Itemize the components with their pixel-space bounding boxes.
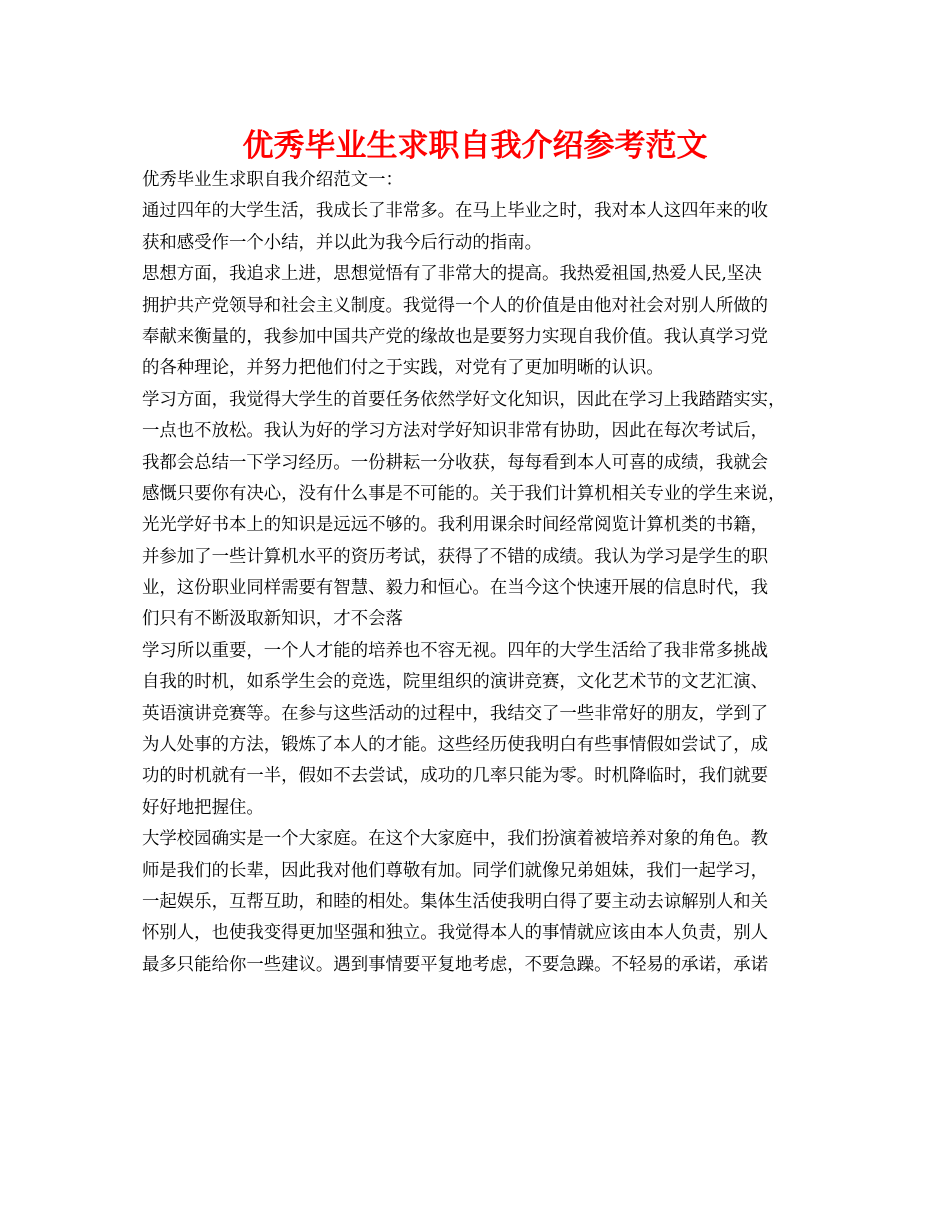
text-line: 获和感受作一个小结，并以此为我今后行动的指南。 xyxy=(142,232,542,253)
text-line: 学习方面，我觉得大学生的首要任务依然学好文化知识，因此在学习上我踏踏实实， xyxy=(142,389,786,410)
text-line: 奉献来衡量的，我参加中国共产党的缘故也是要努力实现自我价值。我认真学习党 xyxy=(142,326,769,347)
text-line: 思想方面，我追求上进，思想觉悟有了非常大的提高。我热爱祖国,热爱人民,坚决 xyxy=(142,264,762,285)
text-line: 自我的时机，如系学生会的竞选，院里组织的演讲竞赛，文化艺术节的文艺汇演、 xyxy=(142,672,769,693)
text-line: 功的时机就有一半，假如不去尝试，成功的几率只能为零。时机降临时，我们就要 xyxy=(142,766,769,787)
text-line: 英语演讲竞赛等。在参与这些活动的过程中，我结交了一些非常好的朋友，学到了 xyxy=(142,703,769,724)
text-line: 优秀毕业生求职自我介绍范文一： xyxy=(142,170,403,190)
text-line: 我都会总结一下学习经历。一份耕耘一分收获，每每看到本人可喜的成绩，我就会 xyxy=(142,452,769,473)
text-line: 为人处事的方法，锻炼了本人的才能。这些经历使我明白有些事情假如尝试了，成 xyxy=(142,735,769,756)
document-title: 优秀毕业生求职自我介绍参考范文 xyxy=(242,128,708,164)
text-line: 业，这份职业同样需要有智慧、毅力和恒心。在当今这个快速开展的信息时代，我 xyxy=(142,578,769,599)
text-line: 师是我们的长辈，因此我对他们尊敬有加。同学们就像兄弟姐妹，我们一起学习， xyxy=(142,860,769,881)
text-line: 大学校园确实是一个大家庭。在这个大家庭中，我们扮演着被培养对象的角色。教 xyxy=(142,829,769,850)
text-line: 一起娱乐，互帮互助，和睦的相处。集体生活使我明白得了要主动去谅解别人和关 xyxy=(142,891,769,912)
text-line: 并参加了一些计算机水平的资历考试，获得了不错的成绩。我认为学习是学生的职 xyxy=(142,546,769,567)
text-line: 们只有不断汲取新知识，才不会落 xyxy=(142,609,403,630)
text-line: 一点也不放松。我认为好的学习方法对学好知识非常有协助，因此在每次考试后， xyxy=(142,421,769,442)
text-line: 光光学好书本上的知识是远远不够的。我利用课余时间经常阅览计算机类的书籍， xyxy=(142,515,769,536)
text-line: 通过四年的大学生活，我成长了非常多。在马上毕业之时，我对本人这四年来的收 xyxy=(142,201,769,222)
document-body xyxy=(142,165,822,981)
text-line: 最多只能给你一些建议。遇到事情要平复地考虑，不要急躁。不轻易的承诺，承诺 xyxy=(142,954,769,975)
text-line: 的各种理论，并努力把他们付之于实践，对党有了更加明晰的认识。 xyxy=(142,358,664,379)
text-line: 拥护共产党领导和社会主义制度。我觉得一个人的价值是由他对社会对别人所做的 xyxy=(142,295,769,316)
text-line: 感慨只要你有决心，没有什么事是不可能的。关于我们计算机相关专业的学生来说， xyxy=(142,483,786,504)
text-line: 怀别人，也使我变得更加坚强和独立。我觉得本人的事情就应该由本人负责，别人 xyxy=(142,923,769,944)
text-line: 学习所以重要，一个人才能的培养也不容无视。四年的大学生活给了我非常多挑战 xyxy=(142,640,769,661)
text-line: 好好地把握住。 xyxy=(142,797,264,818)
